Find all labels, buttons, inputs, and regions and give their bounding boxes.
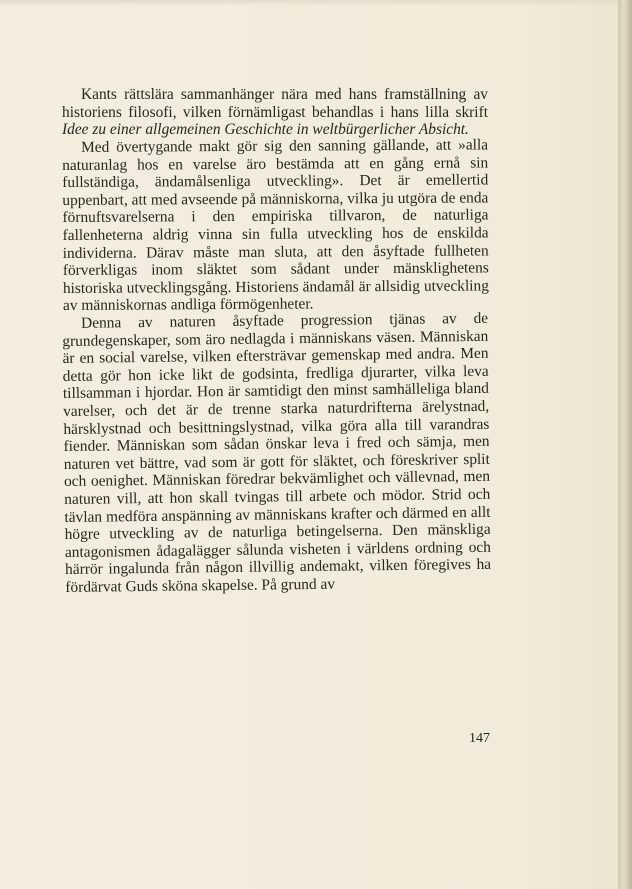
paragraph-1-text: Kants rättslära sammanhänger nära med hans framställning av historiens filosofi, vilken förnämligast behandlas i hans lilla skrift xyxy=(62,86,488,121)
page-fore-edge xyxy=(618,0,632,889)
page-top-shading xyxy=(0,0,618,6)
page-number: 147 xyxy=(469,731,490,746)
paragraph-3: Denna av naturen åsyftade progression tjänas av de grundegenskaper, som äro nedlagda i människans väsen. Människan är en social varelse, vilken eftersträvar gemenskap med andra. Men detta gör hon icke likt de godsinta, fredliga djurarter, vilka leva tillsamman i hjordar. Hon är samtidigt den minst samhälleliga bland varelser, och det är de trenne starka naturdrifterna ärelystnad, härsklystnad och besittningslystnad, vilka göra alla till varandras fiender. Människan som sådan önskar leva i fred och sämja, men naturen vet bättre, vad som är gott för släktet, och föreskriver split och oenighet. Människan föredrar bekvämlighet och vällevnad, men naturen vill, att hon skall tvingas till arbete och mödor. Strid och tävlan medföra anspänning av människans krafter och därmed en allt högre utveckling av de naturliga betingelserna. Den mänskliga antagonismen ådagalägger sålunda visheten i världens ordning och härrör ingalunda från någon illvillig andemakt, vilken föregives ha fördärvat Guds sköna skapelse. På grund av xyxy=(62,309,492,596)
paragraph-1 xyxy=(62,86,488,139)
body-text xyxy=(62,86,492,596)
paragraph-2: Med övertygande makt gör sig den sanning gällande, att »alla naturanlag hos en varelse äro bestämda att en gång ernå sin fullständiga, ändamålsenliga utveckling». Det är emellertid uppenbart, att med avseende på människorna, vilka ju utgöra de enda förnuftsvarelserna i den empiriska tillvaron, de naturliga fallenheterna aldrig vinna sin fulla utveckling hos de enskilda individerna. Därav måste man sluta, att den åsyftade fullheten förverkligas inom släktet som sådant under mänsklighetens historiska utvecklingsgång. Historiens ändamål är allsidig utveckling av människornas andliga förmögenheter. xyxy=(62,136,489,315)
paragraph-1-title-italic: Idee zu einer allgemeinen Geschichte in weltbürgerlicher Absicht. xyxy=(62,121,469,139)
